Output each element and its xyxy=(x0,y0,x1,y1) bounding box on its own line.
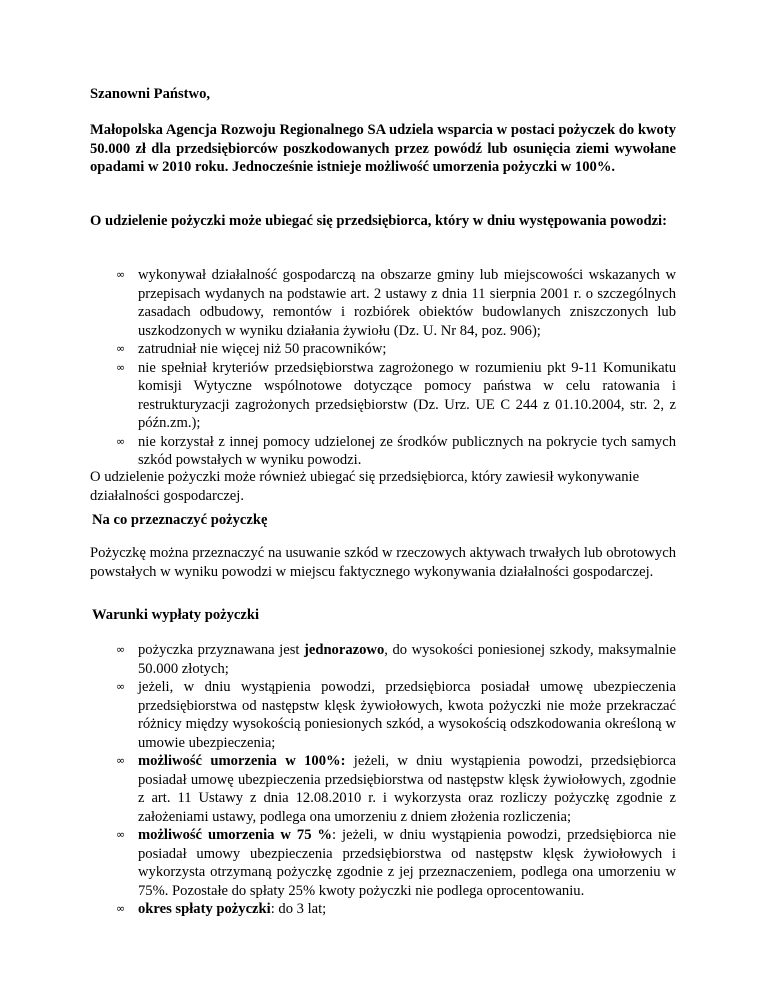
list-item xyxy=(0,826,768,900)
list-item xyxy=(0,641,768,678)
list-item xyxy=(0,359,768,433)
eligibility-item-text: nie spełniał kryteriów przedsiębiorstwa zagrożonego w rozumieniu pkt 9-11 Komunikatu komisji Wytyczne wspólnotowe dotyczące pomocy państwa w celu ratowania i restrukturyzacji zagrożonych przedsiębiorstw (Dz. Urz. UE C 244 z 01.10.2004, str. 2, z późn.zm.); xyxy=(138,359,676,431)
list-item xyxy=(0,433,768,470)
condition-item-text: możliwość umorzenia w 75 %: jeżeli, w dniu wystąpienia powodzi, przedsiębiorca nie posiadał umowy ubezpieczenia przedsiębiorstwa od następstw klęsk żywiołowych i wykorzysta otrzymaną pożyczkę zgodnie z jej przeznaczeniem, podlega ona umorzeniu w 75%. Pozostałe do spłaty 25% kwoty pożyczki nie podlega oprocentowaniu. xyxy=(138,827,676,899)
list-item xyxy=(0,678,768,752)
infinity-bullet-icon: ∞ xyxy=(116,268,126,281)
eligibility-item-text: nie korzystał z innej pomocy udzielonej ze środków publicznych na pokrycie tych samych szkód powstałych w wyniku powodzi. xyxy=(138,433,676,468)
emphasis: jednorazowo xyxy=(303,642,385,658)
list-item xyxy=(0,752,768,826)
emphasis: możliwość umorzenia w 100%: xyxy=(138,753,346,769)
infinity-bullet-icon: ∞ xyxy=(116,680,126,693)
suspended-business-note: O udzielenie pożyczki może również ubiegać się przedsiębiorca, który zawiesił wykonywanie działalności gospodarczej. xyxy=(90,469,640,504)
condition-item-text: jeżeli, w dniu wystąpienia powodzi, przedsiębiorca posiadał umowę ubezpieczenia przedsiębiorstwa od następstw klęsk żywiołowych, kwota pożyczki nie może przekraczać różnicy między wysokością poniesionych szkód, a wysokością odszkodowania określoną w umowie ubezpieczenia; xyxy=(138,679,676,751)
infinity-bullet-icon: ∞ xyxy=(116,643,126,656)
eligibility-item-text: wykonywał działalność gospodarczą na obszarze gminy lub miejscowości wskazanych w przepisach wydanych na podstawie art. 2 ustawy z dnia 11 sierpnia 2001 r. o szczególnych zasadach odbudowy, remontów i rozbiórek obiektów budowlanych zniszczonych lub uszkodzonych w wyniku działania żywiołu (Dz. U. Nr 84, poz. 906); xyxy=(138,267,676,339)
intro-paragraph: Małopolska Agencja Rozwoju Regionalnego SA udziela wsparcia w postaci pożyczek do kwoty 50.000 zł dla przedsiębiorców poszkodowanych przez powódź lub osunięcia ziemi wywołane opadami w 2010 roku. Jednocześnie istnieje możliwość umorzenia pożyczki w 100%. xyxy=(90,122,676,175)
eligibility-heading: O udzielenie pożyczki może ubiegać się przedsiębiorca, który w dniu występowania powodzi: xyxy=(90,213,667,229)
infinity-bullet-icon: ∞ xyxy=(116,754,126,767)
list-item xyxy=(0,900,768,919)
emphasis: możliwość umorzenia w 75 % xyxy=(138,827,333,843)
conditions-heading: Warunki wypłaty pożyczki xyxy=(92,607,260,623)
infinity-bullet-icon: ∞ xyxy=(116,360,126,374)
list-item xyxy=(0,340,768,359)
conditions-list xyxy=(0,641,768,919)
list-item xyxy=(0,266,768,340)
condition-item-text: pożyczka przyznawana jest jednorazowo, do wysokości poniesionej szkody, maksymalnie 50.000 złotych; xyxy=(138,642,676,677)
condition-item-text: okres spłaty pożyczki: do 3 lat; xyxy=(138,901,327,917)
purpose-paragraph: Pożyczkę można przeznaczyć na usuwanie szkód w rzeczowych aktywach trwałych lub obrotowych powstałych w wyniku powodzi w miejscu faktycznego wykonywania działalności gospodarczej. xyxy=(90,545,676,580)
emphasis: okres spłaty pożyczki xyxy=(138,901,271,917)
eligibility-item-text: zatrudniał nie więcej niż 50 pracowników; xyxy=(138,341,387,357)
eligibility-list xyxy=(0,266,768,470)
infinity-bullet-icon: ∞ xyxy=(116,828,126,841)
condition-item-text: możliwość umorzenia w 100%: jeżeli, w dniu wystąpienia powodzi, przedsiębiorca posiadał umowę ubezpieczenia przedsiębiorstwa od następstw klęsk żywiołowych, zgodnie z art. 11 Ustawy z dnia 12.08.2010 r. i wykorzysta oraz rozliczy pożyczkę zgodnie z założeniami ustawy, podlega ona umorzeniu z dniem złożenia rozliczenia; xyxy=(138,753,676,825)
infinity-bullet-icon: ∞ xyxy=(116,902,126,915)
infinity-bullet-icon: ∞ xyxy=(116,342,126,355)
infinity-bullet-icon: ∞ xyxy=(116,434,126,448)
greeting: Szanowni Państwo, xyxy=(90,86,211,102)
purpose-heading: Na co przeznaczyć pożyczkę xyxy=(92,512,268,528)
